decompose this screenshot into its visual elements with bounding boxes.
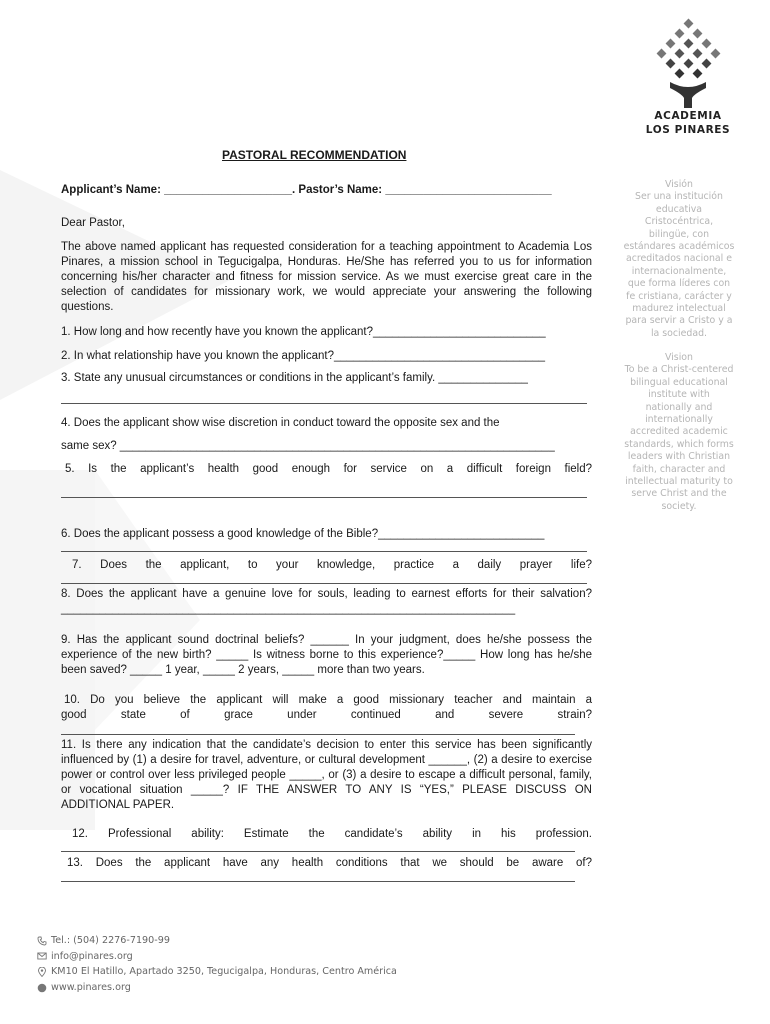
footer-web[interactable] — [37, 980, 397, 996]
vision-line: madurez intelectual — [632, 303, 726, 315]
answer-line[interactable] — [61, 497, 587, 498]
vision-line: internationally — [645, 414, 713, 426]
answer-line[interactable] — [61, 734, 575, 735]
logo-text-line1: ACADEMIA — [654, 110, 722, 122]
vision-heading-es: Visión — [665, 179, 693, 190]
footer-address — [37, 964, 397, 980]
question-1[interactable]: 1. How long and how recently have you known the applicant?___________________________ — [61, 326, 546, 338]
question-5: 5. Is the applicant’s health good enough for service on a difficult foreign field? — [65, 463, 592, 475]
applicant-pastor-name-fields[interactable]: Applicant’s Name: ____________________. Pastor’s Name: __________________________ — [61, 184, 552, 196]
form-title: PASTORAL RECOMMENDATION — [222, 148, 407, 162]
vision-line: To be a Christ-centered — [624, 364, 734, 376]
vision-line: acreditados nacional e — [625, 253, 733, 265]
question-13: 13. Does the applicant have any health conditions that we should be aware of? — [67, 857, 592, 869]
vision-line: Cristocéntrica, — [644, 216, 714, 228]
answer-line[interactable] — [61, 851, 575, 852]
vision-line: para servir a Cristo y a — [625, 315, 733, 327]
question-6[interactable]: 6. Does the applicant possess a good knowledge of the Bible?__________________________ — [61, 528, 545, 540]
vision-line: internacionalmente, — [631, 265, 727, 277]
answer-line[interactable] — [61, 403, 587, 404]
location-pin-icon — [37, 967, 47, 977]
question-11[interactable]: 11. Is there any indication that the candidate’s decision to enter this service has been significantly influenced by (1) a desire for travel, adventure, or cultural development ______, (2) a desire to exercise power or control over less privileged people _____, or (3) a desire to escape a difficult personal, family, or vocational situation _____? IF THE ANSWER TO ANY IS “YES,” PLEASE DISCUSS ON ADDITIONAL PAPER. — [61, 739, 592, 811]
question-4-line2[interactable]: same sex? ____________________________________________________________________ — [61, 440, 555, 452]
pine-cone-logo-icon — [648, 18, 728, 108]
question-10-line1: 10. Do you believe the applicant will make a good missionary teacher and maintain a — [64, 694, 592, 706]
vision-heading-en: Vision — [665, 352, 693, 363]
vision-line: bilingüe, con — [648, 228, 710, 240]
intro-paragraph: The above named applicant has requested consideration for a teaching appointment to Academia Los Pinares, a mission school in Tegucigalpa, Honduras. He/She has referred you to us for information concerning his/her character and fitness for mission service. As we must exercise great care in the selection of candidates for missionary work, we would appreciate your answering the following questions. — [61, 241, 592, 313]
vision-line: standards, which forms — [624, 438, 734, 450]
contact-footer — [37, 933, 397, 995]
vision-line: fe cristiana, carácter y — [626, 290, 732, 302]
question-10-line2: good state of grace under continued and severe strain? — [61, 709, 592, 721]
globe-icon — [37, 983, 47, 993]
vision-line: faith, character and — [632, 463, 726, 475]
footer-web-text[interactable]: www.pinares.org — [51, 981, 131, 993]
vision-line: intellectual maturity to — [625, 476, 733, 488]
vision-line: nationally and — [645, 401, 713, 413]
vision-line: society. — [661, 500, 697, 512]
question-12: 12. Professional ability: Estimate the candidate’s ability in his profession. — [72, 828, 592, 840]
mail-icon — [37, 951, 47, 961]
vision-line: educativa — [655, 203, 703, 215]
question-2[interactable]: 2. In what relationship have you known the applicant?_________________________________ — [61, 350, 546, 362]
vision-line: estándares académicos — [623, 241, 735, 253]
answer-line[interactable] — [61, 881, 575, 882]
vision-english — [612, 352, 746, 513]
vision-line: la sociedad. — [650, 327, 708, 339]
footer-address-text: KM10 El Hatillo, Apartado 3250, Tegucigalpa, Honduras, Centro América — [51, 966, 397, 978]
question-7: 7. Does the applicant, to your knowledge, practice a daily prayer life? — [72, 559, 592, 571]
footer-email-text[interactable]: info@pinares.org — [51, 950, 133, 962]
vision-line: institute with — [648, 389, 710, 401]
answer-line[interactable] — [61, 583, 587, 584]
vision-line: leaders with Christian — [627, 451, 731, 463]
vision-line: accredited academic — [630, 426, 728, 438]
salutation: Dear Pastor, — [61, 217, 125, 229]
footer-tel — [37, 933, 397, 949]
question-4-line1: 4. Does the applicant show wise discretion in conduct toward the opposite sex and the — [61, 417, 500, 429]
vision-spanish — [612, 179, 746, 340]
question-3[interactable]: 3. State any unusual circumstances or conditions in the applicant’s family. ______________ — [61, 372, 528, 384]
vision-line: bilingual educational — [630, 376, 728, 388]
logo-text-line2: LOS PINARES — [645, 124, 731, 136]
vision-line: que forma líderes con — [627, 278, 731, 290]
vision-line: serve Christ and the — [631, 488, 727, 500]
logo — [632, 18, 744, 136]
footer-email[interactable] — [37, 949, 397, 965]
question-8[interactable]: 8. Does the applicant have a genuine love for souls, leading to earnest efforts for their salvation?_______________________________________________________________________ — [61, 588, 592, 615]
phone-icon — [37, 936, 47, 946]
question-9[interactable]: 9. Has the applicant sound doctrinal beliefs? ______ In your judgment, does he/she possess the experience of the new birth? _____ Is witness borne to this experience?_____ How long has he/she been saved? _____ 1 year, _____ 2 years, _____ more than two years. — [61, 634, 592, 676]
vision-line: Ser una institución — [635, 191, 723, 203]
answer-line[interactable] — [61, 551, 587, 552]
footer-tel-text: Tel.: (504) 2276-7190-99 — [51, 935, 170, 946]
